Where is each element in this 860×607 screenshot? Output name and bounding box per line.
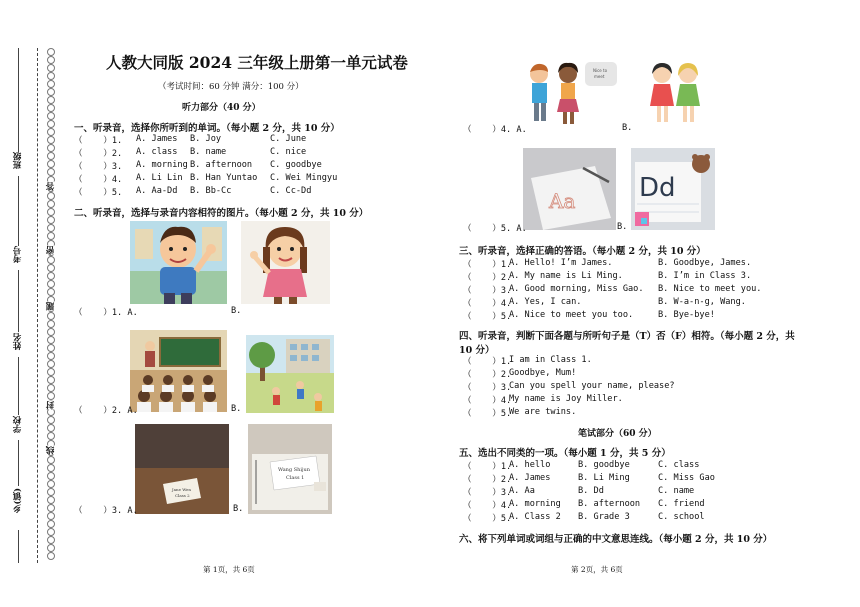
svg-text:meet: meet [594, 74, 605, 79]
binding-hole [47, 168, 55, 176]
binding-hole [47, 216, 55, 224]
svg-text:Class 2: Class 2 [175, 493, 190, 498]
picture-playground [246, 335, 334, 413]
binding-hole [47, 80, 55, 88]
section1-q4-num: （ ）4. [74, 175, 123, 185]
name-field-line [18, 270, 19, 332]
section4-q1-num: （ ）1. [463, 357, 512, 367]
picture-girl-waving [241, 221, 330, 304]
section1-q2-a: A. class [136, 147, 178, 157]
binding-hole [47, 144, 55, 152]
name-label: 姓名 [13, 333, 23, 350]
section3-q2-num: （ ）2. [463, 273, 512, 283]
section1-q4-b: B. Han Yuntao [190, 173, 258, 183]
binding-hole [47, 200, 55, 208]
binding-hole [47, 88, 55, 96]
section1-q3-c: C. goodbye [270, 160, 322, 170]
section3-q4-num: （ ）4. [463, 299, 512, 309]
binding-hole [47, 224, 55, 232]
svg-text:Aa: Aa [549, 189, 576, 213]
binding-hole [47, 136, 55, 144]
binding-hole [47, 56, 55, 64]
binding-hole [47, 208, 55, 216]
section5-q5-c: C. school [658, 512, 705, 522]
section2-q5-a: （ ）5. A. [463, 224, 527, 234]
binding-hole [47, 424, 55, 432]
section2-q2-a: （ ）2. A. [74, 406, 138, 416]
binding-hole [47, 544, 55, 552]
svg-text:Nice to: Nice to [593, 68, 608, 73]
binding-hole [47, 280, 55, 288]
binding-hole [47, 504, 55, 512]
binding-hole [47, 232, 55, 240]
binding-hole [47, 464, 55, 472]
picture-twin-girls [645, 60, 707, 126]
section4-heading-cont: 10 分） [459, 345, 495, 356]
picture-letter-dd-card [631, 148, 715, 230]
binding-hole [47, 472, 55, 480]
binding-hole [47, 264, 55, 272]
section1-q2-b: B. name [190, 147, 227, 157]
section3-q5-num: （ ）5. [463, 312, 512, 322]
section5-q5-a: A. Class 2 [509, 512, 561, 522]
picture-letter-aa-paper [523, 148, 616, 230]
section1-q5-b: B. Bb-Cc [190, 186, 232, 196]
binding-hole [47, 120, 55, 128]
section4-q1-text: I am in Class 1. [509, 355, 592, 365]
section5-q2-b: B. Li Ming [578, 473, 630, 483]
section2-q4-a: （ ）4. A. [463, 125, 527, 135]
binding-hole [47, 152, 55, 160]
binding-hole [47, 112, 55, 120]
section4-q2-num: （ ）2. [463, 370, 512, 380]
section1-q5-num: （ ）5. [74, 188, 123, 198]
school-label: 学校 [13, 416, 23, 433]
cut-line [37, 48, 38, 563]
section5-q5-b: B. Grade 3 [578, 512, 630, 522]
picture-name-card-notebook [248, 424, 332, 514]
section4-q2-text: Goodbye, Mum! [509, 368, 577, 378]
binding-hole [47, 552, 55, 560]
section5-q3-num: （ ）3. [463, 488, 512, 498]
section5-q3-a: A. Aa [509, 486, 535, 496]
binding-hole [47, 456, 55, 464]
township-label: 乡(镇) [13, 488, 23, 514]
section1-q2-c: C. nice [270, 147, 307, 157]
section1-q1-num: （ ）1. [74, 136, 123, 146]
binding-hole [47, 432, 55, 440]
section2-q5-b: B. [617, 222, 628, 232]
section2-q1-a: （ ）1. A. [74, 308, 138, 318]
section2-heading: 二、听录音，选择与录音内容相符的图片。（每小题 2 分，共 10 分） [74, 208, 369, 219]
exam-number-field-line [18, 176, 19, 246]
section4-q5-text: We are twins. [509, 407, 577, 417]
class-label: 班级 [13, 152, 23, 169]
binding-hole [47, 520, 55, 528]
binding-hole [47, 352, 55, 360]
section1-q5-c: C. Cc-Dd [270, 186, 312, 196]
section5-q1-c: C. class [658, 460, 700, 470]
binding-hole [47, 288, 55, 296]
page-footer-right: 第 2页，共 6页 [571, 565, 623, 574]
written-header: 笔试部分（60 分） [578, 429, 657, 439]
section4-q4-num: （ ）4. [463, 396, 512, 406]
binding-hole [47, 376, 55, 384]
section4-q5-num: （ ）5. [463, 409, 512, 419]
section4-q3-num: （ ）3. [463, 383, 512, 393]
binding-hole [47, 384, 55, 392]
binding-hole [47, 416, 55, 424]
binding-hole [47, 64, 55, 72]
page-footer-left: 第 1页，共 6页 [203, 565, 255, 574]
section2-q4-b: B. [622, 123, 633, 133]
binding-hole [47, 528, 55, 536]
exam-number-label: 考号 [13, 246, 23, 263]
binding-hole [47, 536, 55, 544]
binding-hole [47, 192, 55, 200]
section3-q1-num: （ ）1. [463, 260, 512, 270]
township-field-line [18, 440, 19, 486]
section5-q4-num: （ ）4. [463, 501, 512, 511]
exam-title: 人教大同版 2024 三年级上册第一单元试卷 [106, 53, 408, 72]
section5-q1-b: B. goodbye [578, 460, 630, 470]
binding-hole [47, 320, 55, 328]
section3-q1-b: B. Goodbye, James. [658, 258, 752, 268]
section6-heading: 六、将下列单词或词组与正确的中文意思连线。（每小题 2 分，共 10 分） [459, 534, 773, 545]
section3-q3-num: （ ）3. [463, 286, 512, 296]
section3-q3-b: B. Nice to meet you. [658, 284, 762, 294]
class-field-line [18, 48, 19, 152]
section1-q3-num: （ ）3. [74, 162, 123, 172]
exam-info: （考试时间：60 分钟 满分：100 分） [158, 82, 304, 92]
binding-hole [47, 312, 55, 320]
picture-classroom [130, 330, 227, 412]
section4-q3-text: Can you spell your name, please? [509, 381, 675, 391]
section1-heading: 一、听录音，选择你所听到的单词。（每小题 2 分，共 10 分） [74, 123, 340, 134]
section5-q3-b: B. Dd [578, 486, 604, 496]
svg-text:Class 1: Class 1 [286, 475, 305, 481]
binding-hole [47, 392, 55, 400]
section1-q5-a: A. Aa-Dd [136, 186, 178, 196]
binding-hole [47, 480, 55, 488]
section5-q1-num: （ ）1. [463, 462, 512, 472]
section3-q4-a: A. Yes, I can. [509, 297, 582, 307]
section5-heading: 五、选出不同类的一项。（每小题 1 分，共 5 分） [459, 448, 671, 459]
picture-kids-meeting [523, 60, 619, 128]
picture-boy-waving [130, 221, 227, 304]
section4-heading: 四、听录音，判断下面各题与所听句子是（T）否（F）相符。（每小题 2 分，共 [459, 331, 795, 342]
binding-hole [47, 360, 55, 368]
svg-text:Dd: Dd [639, 173, 676, 203]
binding-hole [47, 336, 55, 344]
listening-header: 听力部分（40 分） [182, 103, 261, 113]
seal-char-da: 答 [46, 182, 56, 191]
binding-hole [47, 96, 55, 104]
section1-q4-a: A. Li Lin [136, 173, 183, 183]
binding-hole [47, 328, 55, 336]
section1-q1-c: C. June [270, 134, 307, 144]
section1-q4-c: C. Wei Mingyu [270, 173, 338, 183]
binding-hole [47, 496, 55, 504]
section2-q1-b: B. [231, 306, 242, 316]
section4-q4-text: My name is Joy Miller. [509, 394, 623, 404]
section5-q4-c: C. friend [658, 499, 705, 509]
binding-hole [47, 344, 55, 352]
section3-q5-a: A. Nice to meet you too. [509, 310, 634, 320]
section1-q3-a: A. morning [136, 160, 188, 170]
binding-hole [47, 160, 55, 168]
binding-hole [47, 104, 55, 112]
picture-name-card-desk [135, 424, 229, 514]
section5-q4-a: A. morning [509, 499, 561, 509]
section3-heading: 三、听录音，选择正确的答语。（每小题 2 分，共 10 分） [459, 246, 706, 257]
binding-hole [47, 272, 55, 280]
seal-char-mi: 密 [46, 246, 56, 255]
section1-q1-b: B. Joy [190, 134, 222, 144]
seal-char-xian: 线 [46, 446, 56, 455]
section2-q3-a: （ ）3. A. [74, 506, 138, 516]
section5-q2-num: （ ）2. [463, 475, 512, 485]
section3-q1-a: A. Hello! I’m James. [509, 258, 613, 268]
section3-q2-b: B. I’m in Class 3. [658, 271, 752, 281]
section5-q4-b: B. afternoon [578, 499, 641, 509]
binding-hole [47, 72, 55, 80]
section5-q5-num: （ ）5. [463, 514, 512, 524]
seal-char-ti: 题 [46, 302, 56, 311]
section5-q1-a: A. hello [509, 460, 551, 470]
section3-q3-a: A. Good morning, Miss Gao. [509, 284, 644, 294]
section3-q2-a: A. My name is Li Ming. [509, 271, 623, 281]
section2-q3-b: B. [233, 504, 244, 514]
svg-text:Jane Wen: Jane Wen [172, 487, 191, 492]
township-field-line-2 [18, 530, 19, 563]
section5-q3-c: C. name [658, 486, 695, 496]
binding-hole [47, 256, 55, 264]
section3-q5-b: B. Bye-bye! [658, 310, 715, 320]
binding-hole [47, 488, 55, 496]
school-field-line [18, 357, 19, 415]
section2-q2-b: B. [231, 404, 242, 414]
svg-text:Wang Shijun: Wang Shijun [278, 467, 310, 473]
binding-hole [47, 128, 55, 136]
section1-q1-a: A. James [136, 134, 178, 144]
binding-hole [47, 48, 55, 56]
binding-hole [47, 512, 55, 520]
section1-q2-num: （ ）2. [74, 149, 123, 159]
section5-q2-a: A. James [509, 473, 551, 483]
section1-q3-b: B. afternoon [190, 160, 253, 170]
section3-q4-b: B. W-a-n-g, Wang. [658, 297, 746, 307]
section5-q2-c: C. Miss Gao [658, 473, 715, 483]
seal-char-feng: 封 [46, 401, 56, 410]
binding-hole [47, 368, 55, 376]
